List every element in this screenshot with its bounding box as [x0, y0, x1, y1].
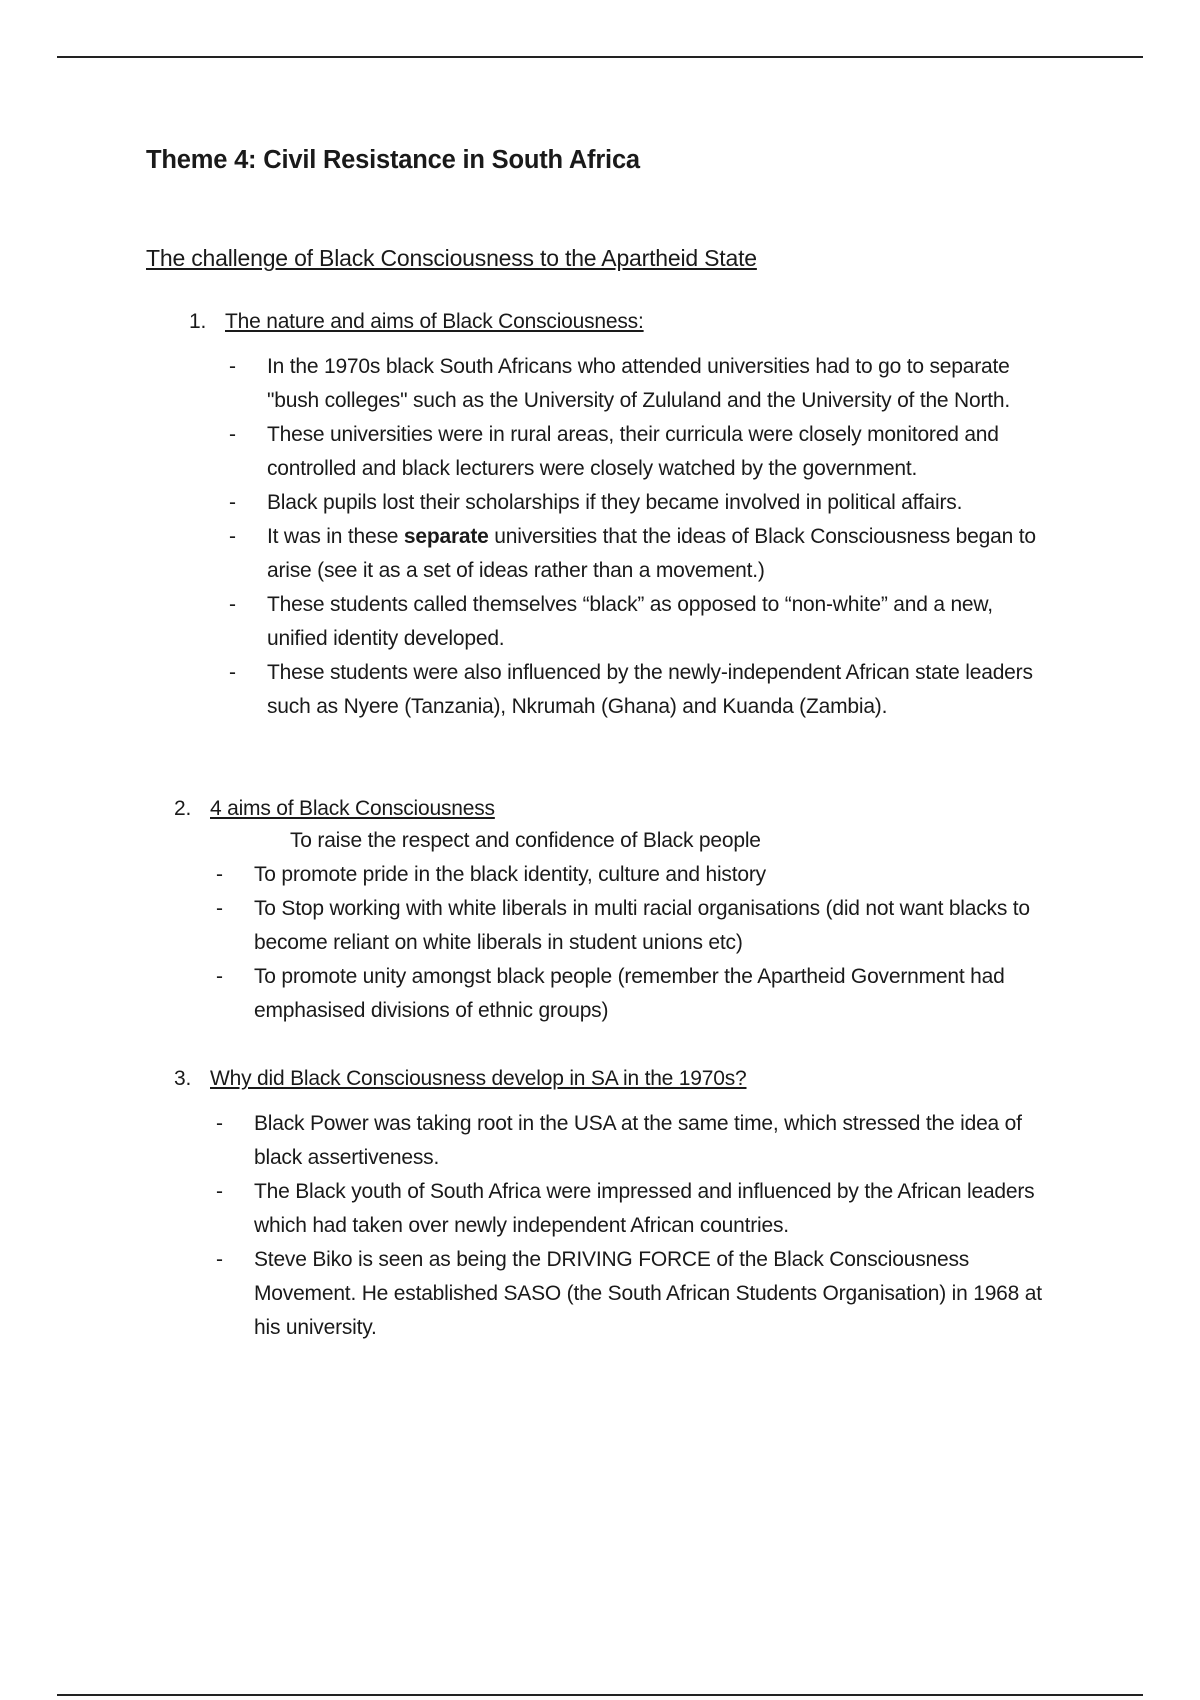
list-item-text: These universities were in rural areas, their curricula were closely monitored and controlled and black lecturers were closely watched by the government. [267, 423, 999, 480]
bullet-dash: - [229, 593, 236, 616]
list-item-text [267, 520, 1049, 588]
bullet-dash: - [216, 965, 223, 988]
section-1-list [229, 350, 1049, 724]
bullet-dash: - [229, 491, 236, 514]
list-item-text: Steve Biko is seen as being the DRIVING FORCE of the Black Consciousness Movement. He established SASO (the South African Students Organisation) in 1968 at his university. [254, 1248, 1042, 1339]
list-item-text: These students were also influenced by the newly-independent African state leaders such as Nyere (Tanzania), Nkrumah (Ghana) and Kuanda (Zambia). [267, 661, 1033, 718]
list-item [229, 418, 1049, 486]
list-item [216, 858, 1056, 892]
list-item-text: These students called themselves “black” as opposed to “non-white” and a new, unified identity developed. [267, 593, 993, 650]
section-3-list [216, 1107, 1066, 1345]
text-run: It was in these [267, 525, 404, 548]
list-item [229, 520, 1049, 588]
list-item [229, 588, 1049, 656]
page-title: Theme 4: Civil Resistance in South Africa [146, 146, 640, 174]
list-item-text: In the 1970s black South Africans who attended universities had to go to separate "bush colleges" such as the University of Zululand and the University of the North. [267, 355, 1011, 412]
section-2-number: 2. [174, 797, 192, 820]
list-item-text: Black Power was taking root in the USA at the same time, which stressed the idea of black assertiveness. [254, 1112, 1022, 1169]
list-item [229, 656, 1049, 724]
header-rule [57, 56, 1143, 58]
list-item [216, 960, 1056, 1028]
bullet-dash: - [216, 897, 223, 920]
bullet-dash: - [216, 1112, 223, 1135]
list-item [216, 1243, 1066, 1345]
bullet-dash: - [229, 423, 236, 446]
list-item [229, 350, 1049, 418]
bullet-dash: - [229, 355, 236, 378]
section-2-title: 4 aims of Black Consciousness [210, 797, 495, 820]
bullet-dash: - [216, 1180, 223, 1203]
section-2-list [216, 858, 1056, 1028]
bullet-dash: - [229, 525, 236, 548]
list-item [229, 486, 1049, 520]
list-item [216, 892, 1056, 960]
text-run: universities that the ideas of Black Consciousness began to arise (see it as a set of ideas rather than a movement.) [267, 525, 1036, 582]
section-1-title: The nature and aims of Black Consciousness: [225, 310, 644, 333]
section-3-number: 3. [174, 1067, 192, 1090]
section-1-number: 1. [189, 310, 207, 333]
bullet-dash: - [216, 1248, 223, 1271]
footer-rule [57, 1694, 1143, 1696]
page-subtitle: The challenge of Black Consciousness to the Apartheid State [146, 245, 757, 271]
section-2-intro: To raise the respect and confidence of Black people [290, 829, 761, 852]
list-item-text: To promote pride in the black identity, culture and history [254, 863, 766, 886]
emphasis-text: separate [403, 525, 489, 548]
bullet-dash: - [229, 661, 236, 684]
list-item-text: To Stop working with white liberals in multi racial organisations (did not want blacks to become reliant on white liberals in student unions etc) [254, 897, 1030, 954]
list-item-text: The Black youth of South Africa were impressed and influenced by the African leaders which had taken over newly independent African countries. [254, 1180, 1035, 1237]
list-item-text: To promote unity amongst black people (remember the Apartheid Government had emphasised divisions of ethnic groups) [254, 965, 1005, 1022]
section-3-title: Why did Black Consciousness develop in SA in the 1970s? [210, 1067, 747, 1090]
list-item [216, 1107, 1066, 1175]
bullet-dash: - [216, 863, 223, 886]
list-item [216, 1175, 1066, 1243]
list-item-text: Black pupils lost their scholarships if they became involved in political affairs. [267, 491, 963, 514]
